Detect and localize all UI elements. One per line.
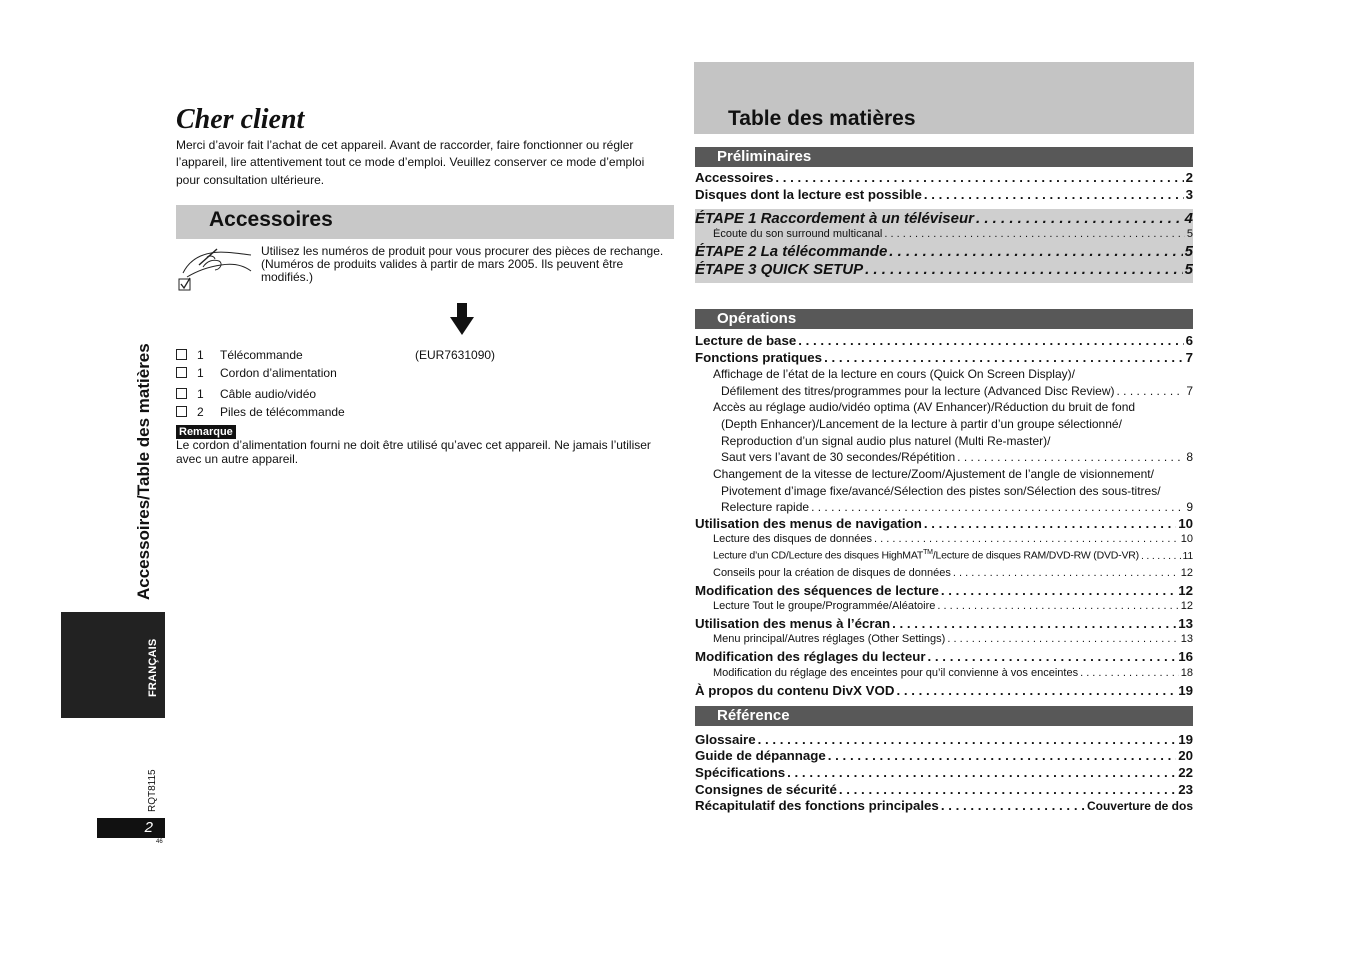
toc-label: Saut vers l’avant de 30 secondes/Répétition xyxy=(721,450,956,464)
toc-label: Modification des séquences de lecture xyxy=(695,583,939,598)
toc-label: ÉTAPE 3 QUICK SETUP xyxy=(695,261,864,278)
toc-page: 12 xyxy=(1178,583,1193,598)
note-line-1: Utilisez les numéros de produit pour vous procurer des pièces de rechange. xyxy=(261,244,664,258)
toc-label: Consignes de sécurité xyxy=(695,782,837,797)
toc-subentry[interactable] xyxy=(721,384,1193,400)
toc-page: 12 xyxy=(1180,600,1193,612)
toc-label: Disques dont la lecture est possible xyxy=(695,187,922,202)
remark-badge: Remarque xyxy=(176,425,236,439)
toc-entry[interactable] xyxy=(695,243,1193,261)
checkbox-icon xyxy=(176,349,187,360)
toc-label: Lecture des disques de données xyxy=(713,533,873,545)
toc-label: Défilement des titres/programmes pour la lecture (Advanced Disc Review) xyxy=(721,384,1115,398)
accessory-name: Câble audio/vidéo xyxy=(220,387,317,401)
section-reference: Référence xyxy=(695,706,1193,726)
toc-entry[interactable] xyxy=(695,649,1193,666)
checkbox-icon xyxy=(176,367,187,378)
accessory-name: Piles de télécommande xyxy=(220,405,345,419)
section-operations: Opérations xyxy=(695,309,1193,329)
toc-entry[interactable] xyxy=(695,516,1193,533)
toc-subentry[interactable] xyxy=(721,500,1193,516)
accessories-title: Accessoires xyxy=(209,208,333,231)
toc-page: 9 xyxy=(1186,500,1193,514)
toc-entry[interactable] xyxy=(695,765,1193,782)
toc-label: ÉTAPE 2 La télécommande xyxy=(695,243,888,260)
toc-label: À propos du contenu DivX VOD xyxy=(695,683,895,698)
toc-label: Accessoires xyxy=(695,170,774,185)
toc-entry[interactable] xyxy=(695,748,1193,765)
toc-page: 22 xyxy=(1178,765,1193,780)
toc-header xyxy=(694,62,1194,134)
toc-page: 2 xyxy=(1185,170,1193,185)
toc-subentry[interactable] xyxy=(713,533,1193,548)
toc-page: 5 xyxy=(1184,261,1193,278)
toc-subentry-text: Accès au réglage audio/vidéo optima (AV Enhancer)/Réduction du bruit de fond xyxy=(713,400,1136,414)
toc-subentry[interactable] xyxy=(713,549,1193,564)
arrow-down-icon xyxy=(450,303,474,335)
toc-entry[interactable] xyxy=(695,170,1193,187)
toc-page: 20 xyxy=(1178,748,1193,763)
accessory-name: Télécommande xyxy=(220,348,303,362)
toc-subentry[interactable] xyxy=(713,228,1193,243)
toc-entry[interactable] xyxy=(695,782,1193,799)
toc-page: 12 xyxy=(1180,567,1193,579)
toc-label: Utilisation des menus de navigation xyxy=(695,516,922,531)
toc-page: 6 xyxy=(1185,333,1193,348)
toc-page: 7 xyxy=(1186,384,1193,398)
toc-entry[interactable] xyxy=(695,333,1193,350)
toc-subentry-text: Pivotement d’image fixe/avancé/Sélection des pistes son/Sélection des sous-titres/ xyxy=(721,484,1161,498)
toc-page: 4 xyxy=(1184,210,1193,227)
toc-entry[interactable] xyxy=(695,732,1193,749)
accessory-qty: 1 xyxy=(197,348,204,362)
checkbox-icon xyxy=(176,406,187,417)
toc-entry[interactable] xyxy=(695,210,1193,228)
side-section-title: Accessoires/Table des matières xyxy=(134,343,153,600)
greeting-title: Cher client xyxy=(176,104,305,135)
accessory-code: (EUR7631090) xyxy=(415,348,496,362)
toc-subentry-text: (Depth Enhancer)/Lancement de la lecture à partir d’un groupe sélectionné/ xyxy=(721,417,1122,431)
intro-paragraph: Merci d’avoir fait l’achat de cet appareil. Avant de raccorder, faire fonctionner ou régler l’appareil, lire attentivement tout ce mode d’emploi. Veuillez conserver ce mode d’emploi pour consultation ultérieure. xyxy=(176,138,645,187)
toc-label: Guide de dépannage xyxy=(695,748,826,763)
toc-page: 8 xyxy=(1186,450,1193,464)
accessories-header xyxy=(176,205,674,239)
toc-label: Relecture rapide xyxy=(721,500,810,514)
toc-label: Modification des réglages du lecteur xyxy=(695,649,926,664)
note-line-2: (Numéros de produits valides à partir de mars 2005. Ils peuvent être modifiés.) xyxy=(261,257,624,284)
toc-entry[interactable] xyxy=(695,350,1193,367)
toc-page: 18 xyxy=(1180,667,1193,679)
toc-subentry-text: Affichage de l’état de la lecture en cours (Quick On Screen Display)/ xyxy=(713,367,1075,381)
toc-label: Utilisation des menus à l’écran xyxy=(695,616,891,631)
toc-subentry-text: Reproduction d’un signal audio plus naturel (Multi Re-master)/ xyxy=(721,434,1051,448)
toc-entry[interactable] xyxy=(695,187,1193,204)
toc-label: Menu principal/Autres réglages (Other Settings) xyxy=(713,633,946,645)
toc-page: 3 xyxy=(1185,187,1193,202)
remark-text: Le cordon d’alimentation fourni ne doit être utilisé qu’avec cet appareil. Ne jamais l’utiliser avec un autre appareil. xyxy=(176,438,651,466)
toc-page: 10 xyxy=(1180,533,1193,545)
section-preliminaires: Préliminaires xyxy=(695,147,1193,167)
toc-page: 16 xyxy=(1178,649,1193,664)
toc-entry[interactable] xyxy=(695,616,1193,633)
toc-label: Fonctions pratiques xyxy=(695,350,823,365)
sub-page-number: 46 xyxy=(156,839,163,845)
toc-subentry[interactable] xyxy=(713,600,1193,615)
toc-page: 10 xyxy=(1178,516,1193,531)
toc-page: 19 xyxy=(1178,683,1193,698)
accessory-qty: 1 xyxy=(197,387,204,401)
page-number: 2 xyxy=(97,818,165,838)
toc-label: Spécifications xyxy=(695,765,786,780)
toc-page: 7 xyxy=(1185,350,1193,365)
toc-entry[interactable] xyxy=(695,683,1193,700)
toc-label: Récapitulatif des fonctions principales xyxy=(695,798,939,813)
toc-title: Table des matières xyxy=(728,107,916,130)
toc-label: Conseils pour la création de disques de données xyxy=(713,567,951,579)
product-number-note xyxy=(261,245,669,284)
toc-label-part: /Lecture de disques RAM/DVD-RW (DVD-VR) xyxy=(932,549,1139,562)
toc-page: 23 xyxy=(1178,782,1193,797)
toc-label: Glossaire xyxy=(695,732,756,747)
toc-page: 11 xyxy=(1182,549,1193,562)
model-code: RQT8115 xyxy=(147,769,158,812)
writing-hand-icon xyxy=(177,243,257,295)
toc-page: 13 xyxy=(1178,616,1193,631)
trademark-mark: TM xyxy=(923,549,933,556)
toc-page: 19 xyxy=(1178,732,1193,747)
toc-subentry-text: Changement de la vitesse de lecture/Zoom/Ajustement de l’angle de visionnement/ xyxy=(713,467,1154,481)
toc-entry[interactable] xyxy=(695,583,1193,600)
toc-label: ÉTAPE 1 Raccordement à un téléviseur xyxy=(695,210,974,227)
toc-label: Modification du réglage des enceintes pour qu’il convienne à vos enceintes xyxy=(713,667,1079,679)
toc-entry[interactable] xyxy=(695,261,1193,279)
accessory-name: Cordon d’alimentation xyxy=(220,366,337,380)
toc-page: Couverture de dos xyxy=(1086,799,1193,813)
accessory-qty: 2 xyxy=(197,405,204,419)
toc-label: Lecture Tout le groupe/Programmée/Aléatoire xyxy=(713,600,936,612)
toc-subentry[interactable] xyxy=(713,633,1193,648)
toc-subentry[interactable] xyxy=(713,667,1193,682)
toc-label xyxy=(713,549,1139,562)
toc-subentry[interactable] xyxy=(721,450,1193,466)
toc-subentry[interactable] xyxy=(713,567,1193,582)
toc-label-part: Lecture d’un CD/Lecture des disques HighMAT xyxy=(713,549,924,562)
checkbox-icon xyxy=(176,388,187,399)
toc-label: Lecture de base xyxy=(695,333,797,348)
accessory-qty: 1 xyxy=(197,366,204,380)
toc-page: 5 xyxy=(1184,243,1193,260)
toc-label: Écoute du son surround multicanal xyxy=(713,228,883,240)
toc-page: 13 xyxy=(1180,633,1193,645)
toc-entry[interactable] xyxy=(695,798,1193,815)
language-label: FRANÇAIS xyxy=(147,638,159,697)
toc-page: 5 xyxy=(1186,228,1193,240)
